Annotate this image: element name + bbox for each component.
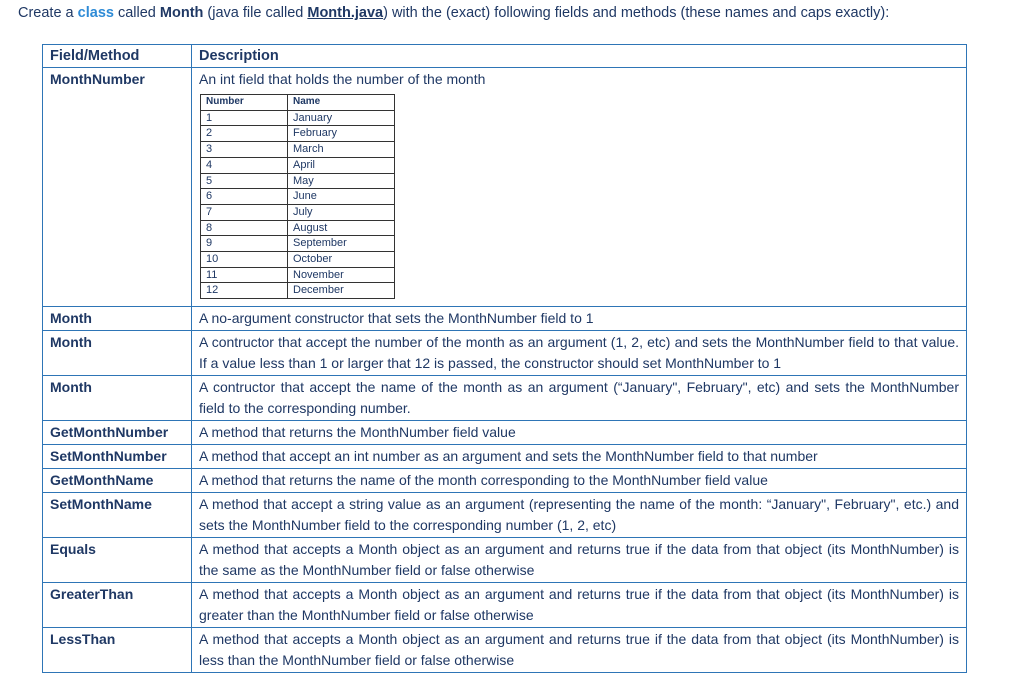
intro-text-3: (java file called [203,5,308,21]
month-table-header [201,95,395,111]
month-name: March [288,142,395,158]
month-number: 5 [201,173,288,189]
method-description: A no-argument constructor that sets the MonthNumber field to 1 [192,307,967,331]
month-row [201,252,395,268]
spec-row [43,68,967,307]
month-name: April [288,157,395,173]
method-description: A method that accepts a Month object as an argument and returns true if the data from that object (its MonthNumber) is greater than the MonthNumber field or false otherwise [192,583,967,628]
month-row [201,267,395,283]
method-description: A method that accepts a Month object as an argument and returns true if the data from that object (its MonthNumber) is the same as the MonthNumber field or false otherwise [192,538,967,583]
month-name: February [288,126,395,142]
intro-text-1: Create a [18,5,78,21]
month-number: 4 [201,157,288,173]
method-description: A method that returns the name of the month corresponding to the MonthNumber field value [192,469,967,493]
spec-row [43,445,967,469]
spec-header-row [43,45,967,68]
month-row [201,189,395,205]
method-description: A method that accept an int number as an argument and sets the MonthNumber field to that number [192,445,967,469]
method-name: GetMonthNumber [43,421,192,445]
method-name: Equals [43,538,192,583]
method-name: Month [43,331,192,376]
spec-row [43,493,967,538]
month-number: 10 [201,252,288,268]
method-name: Month [43,307,192,331]
month-number: 3 [201,142,288,158]
month-row [201,236,395,252]
month-name: January [288,110,395,126]
month-name: June [288,189,395,205]
header-field-method: Field/Method [43,45,192,68]
month-number: 12 [201,283,288,299]
month-name: November [288,267,395,283]
month-number: 1 [201,110,288,126]
method-name: SetMonthName [43,493,192,538]
month-name-header: Name [288,95,395,111]
spec-row [43,538,967,583]
month-number: 7 [201,204,288,220]
month-number: 8 [201,220,288,236]
month-row [201,204,395,220]
method-description: A contructor that accept the name of the month as an argument (“January", February", etc) and sets the MonthNumber field to the corresponding number. [192,376,967,421]
month-number: 11 [201,267,288,283]
spec-row [43,331,967,376]
month-row [201,110,395,126]
spec-table [42,44,967,673]
method-name: Month [43,376,192,421]
month-row [201,157,395,173]
method-description: A method that accepts a Month object as an argument and returns true if the data from that object (its MonthNumber) is less than the MonthNumber field or false otherwise [192,628,967,673]
method-name: GetMonthName [43,469,192,493]
method-description: A method that accept a string value as an argument (representing the name of the month: “January", February", etc.) and sets the MonthNumber field to the corresponding number (1, 2, etc) [192,493,967,538]
month-name: July [288,204,395,220]
field-description-text: An int field that holds the number of the month [199,71,486,87]
month-name: May [288,173,395,189]
month-number: 2 [201,126,288,142]
month-row [201,220,395,236]
method-name: GreaterThan [43,583,192,628]
month-number: 9 [201,236,288,252]
month-number-header: Number [201,95,288,111]
method-name: SetMonthNumber [43,445,192,469]
method-name: LessThan [43,628,192,673]
month-name: September [288,236,395,252]
header-description: Description [192,45,967,68]
field-name: MonthNumber [43,68,192,307]
spec-row [43,628,967,673]
intro-class-name: Month [159,5,204,21]
spec-row [43,421,967,445]
month-row [201,283,395,299]
intro-file-name: Month.java [307,5,384,21]
month-name: October [288,252,395,268]
month-table [200,94,395,299]
month-row [201,142,395,158]
month-name: December [288,283,395,299]
method-description: A method that returns the MonthNumber field value [192,421,967,445]
month-row [201,173,395,189]
intro-text-4: ) with the (exact) following fields and methods (these names and caps exactly): [383,5,890,21]
spec-row [43,307,967,331]
intro-paragraph [18,4,968,23]
field-description [192,68,967,307]
month-row [201,126,395,142]
spec-row [43,376,967,421]
intro-class-keyword: class [77,5,114,21]
spec-row [43,583,967,628]
month-number: 6 [201,189,288,205]
method-description: A contructor that accept the number of the month as an argument (1, 2, etc) and sets the MonthNumber field to that value. If a value less than 1 or larger that 12 is passed, the constructor should set MonthNumber to 1 [192,331,967,376]
month-name: August [288,220,395,236]
intro-text-2: called [113,5,160,21]
spec-row [43,469,967,493]
